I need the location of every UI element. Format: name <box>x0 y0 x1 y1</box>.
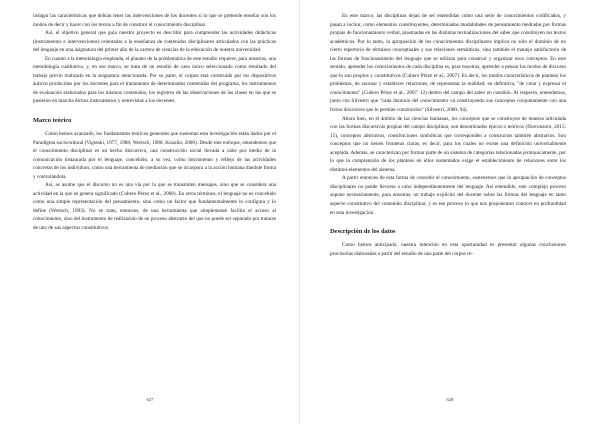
section-heading: Descripción de los datos <box>330 228 396 236</box>
left-page-body <box>33 12 276 233</box>
paragraph: Así, se asume que el discurso no es una vía por la que se transmiten mensajes, sino que se considera una actividad en la que se genera significado (Cubero Pérez et al., 2008). En otros términos, el lenguaje no es concebido como una simple representación del pensamiento, sino como un factor que fundamentalmente lo configura y lo define (Wertsch, 1993). No se trata, entonces, de una herramienta que simplemente facilita el acceso al conocimiento, sino del instrumento de realización de un proceso abstracto del que no puede ser separado por tratarse de uno de sus aspectos constitutivos. <box>33 182 276 232</box>
page-number: 628 <box>446 397 454 402</box>
section-heading: Marco teórico <box>33 117 72 125</box>
paragraph: Ahora bien, en el ámbito de las ciencias humanas, los conceptos que se construyen de manera articulada con las formas discursivas propias del campo disciplinar, son denominados épicos o teóricos (Dorronzoro, 2015: 15), conceptos abstractos, constituciones simbólicas que corresponden a constructos también abstractos. Son conceptos que no tienen fronteras claras, es decir, para los cuales no existe una definición universalmente aceptada. Además, se caracterizan por formar parte de un sistema de categorías relacionadas jerárquicamente, por lo que la comprensión de los planteos en ellos sustentados exige el establecimiento de relaciones entre los distintos elementos del sistema. <box>330 115 566 173</box>
paragraph: A partir entonces de esta forma de concebir el conocimiento, sostenemos que la apropiación de conceptos disciplinares no puede llevarse a cabo independientemente del lenguaje. Así entendido, este complejo proceso supone necesariamente, para nosotras, un trabajo explícito del docente sobre las formas del lenguaje en tanto aspecto constitutivo del contenido disciplinar, y es ese proceso lo que nos proponemos conocer en profundidad en esta investigación. <box>330 175 566 216</box>
paragraph: Como hemos anticipado, nuestra intención en esta oportunidad es presentar algunas conclusiones provisorias elaboradas a partir del estudio de una parte del corpus re- <box>330 242 566 257</box>
right-page <box>300 0 600 424</box>
right-page-body <box>330 12 566 258</box>
paragraph: Como hemos avanzado, los fundamentos teóricos generales que sustentan esta investigación están dados por el Paradigma sociocultural (Vigotski, 1977, 1988; Wertsch, 1988; Kozulin, 2000). Desde este enfoque, entendemos que el conocimiento disciplinar es un hecho discursivo, una construcción social llevada a cabo por medio de la comunicación instaurada por el lenguaje, concebido, a su vez, como instrumento y reflejo de las actividades concretas de los individuos, como una herramienta de mediación que se incorpora a la acción humana dándole forma y controlándola. <box>33 131 276 180</box>
paragraph: Así, el objetivo general que guía nuestro proyecto es describir para comprender las actividades didácticas (instrumentos e intervenciones) orientadas a la enseñanza de contenidos disciplinares articulados con las prácticas del lenguaje en una asignatura del primer año de la carrera de ciencias de la educación de nuestra universidad. <box>33 30 276 54</box>
page-number: 627 <box>146 397 154 402</box>
paragraph: En cuanto a la metodología empleada, el planteo de la problemática de este estudio requiere, para nosotras, una metodología cualitativa; y, en ese marco, se trata de un estudio de caso único seleccionado como resultado del trabajo previo realizado en la asignatura mencionada. Por su parte, el corpus está construido por los dispositivos áulicos producidos por los docentes para el tratamiento de determinados contenidos del programa, los instrumentos de evaluación elaborados para los mismos contenidos, los registros de las observaciones de las clases en las que se pusieron en marcha dichos instrumentos y entrevistas a los docentes. <box>33 55 276 105</box>
paragraph: indagar las características que debían tener las intervenciones de los docentes si lo que se pretende enseñar son los modos de decir y hacer con los textos a fin de construir el conocimiento disciplinar. <box>33 13 276 28</box>
paragraph: En este marco, las disciplinas dejan de ser entendidas como una serie de conocimientos codificados, y pasan a incluir, como elementos constituyentes, determinadas modalidades de pensamiento mediadas por formas propias de funcionamiento verbal, plasmadas en las distintas textualizaciones del saber que constituyen los textos académicos. Por lo tanto, la apropiación de los conocimientos disciplinares implica no sólo el dominio de un cierto repertorio de términos conceptuales y sus relaciones semánticas, sino también el manejo satisfactorio de las formas de funcionamiento del lenguaje que se utilizan para construir y organizar esos conceptos. En este sentido, aprender los conocimientos de cada disciplina es, para nosotras, aprender a pensar los modos de discurso que lo son propios y constitutivos (Cubero Pérez et al., 2007). Es decir, los modos característicos de plantear los problemas, de razonar y establecer relaciones, de representar la realidad; en definitiva, "de crear y expresar el conocimiento" (Cubero Pérez et al., 2007: 12) dentro del campo del saber en cuestión. Al respecto, entendemos, junto con Silvestri que "cada dominio del conocimiento va construyendo sus conceptos conjuntamente con una forma discursiva que le permite construirlos" (Silvestri, 2000: 94). <box>330 13 566 114</box>
